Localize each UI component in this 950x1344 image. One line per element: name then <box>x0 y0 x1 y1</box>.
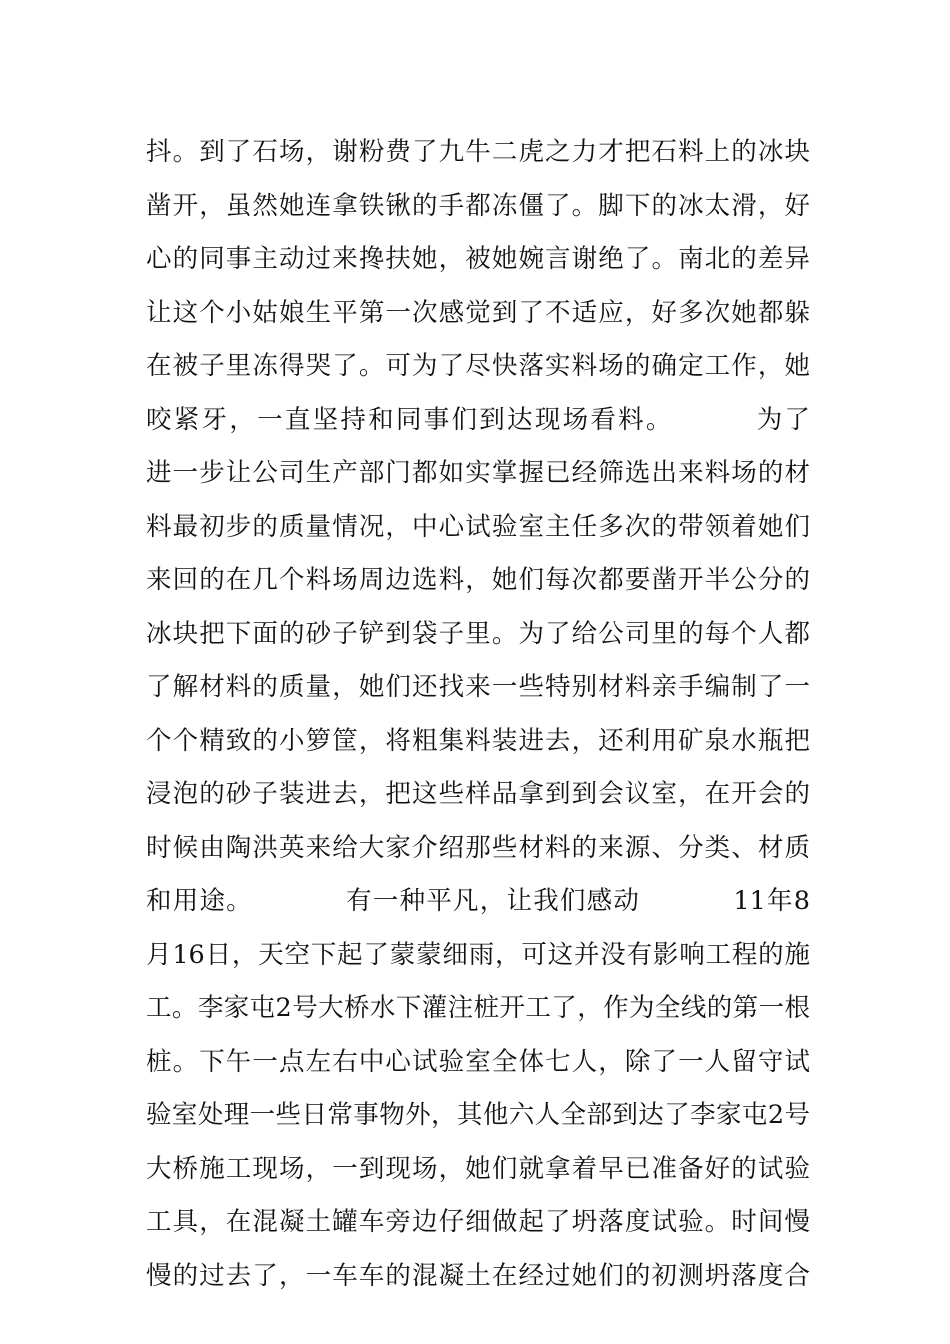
text-line: 工具，在混凝土罐车旁边仔细做起了坍落度试验。时间慢 <box>146 1207 810 1237</box>
text-line: 大桥施工现场，一到现场，她们就拿着早已准备好的试验 <box>146 1153 810 1184</box>
text-line: 浸泡的砂子装进去，把这些样品拿到到会议室，在开会的 <box>146 779 810 809</box>
text-line: 桩。下午一点左右中心试验室全体七人，除了一人留守试 <box>146 1046 810 1077</box>
text-line: 料最初步的质量情况，中心试验室主任多次的带领着她们 <box>146 511 810 542</box>
text-line: 了解材料的质量，她们还找来一些特别材料亲手编制了一 <box>146 672 810 702</box>
text-line: 验室处理一些日常事物外，其他六人全部到达了李家屯2号 <box>146 1100 810 1130</box>
text-line: 进一步让公司生产部门都如实掌握已经筛选出来料场的材 <box>146 458 810 488</box>
text-line: 凿开，虽然她连拿铁锹的手都冻僵了。脚下的冰太滑，好 <box>146 190 810 221</box>
text-line: 心的同事主动过来搀扶她，被她婉言谢绝了。南北的差异 <box>146 244 810 274</box>
text-line: 来回的在几个料场周边选料，她们每次都要凿开半公分的 <box>146 565 810 595</box>
text-line: 让这个小姑娘生平第一次感觉到了不适应，好多次她都躲 <box>146 297 810 328</box>
text-line: 咬紧牙，一直坚持和同事们到达现场看料。 为了 <box>146 404 810 435</box>
text-line: 月16日，天空下起了蒙蒙细雨，可这并没有影响工程的施 <box>146 939 810 970</box>
text-line: 时候由陶洪英来给大家介绍那些材料的来源、分类、材质 <box>146 832 810 863</box>
text-line: 工。李家屯2号大桥水下灌注桩开工了，作为全线的第一根 <box>146 993 810 1023</box>
text-line: 在被子里冻得哭了。可为了尽快落实料场的确定工作，她 <box>146 351 810 381</box>
text-line: 抖。到了石场，谢粉费了九牛二虎之力才把石料上的冰块 <box>146 137 810 167</box>
text-line: 冰块把下面的砂子铲到袋子里。为了给公司里的每个人都 <box>146 618 810 649</box>
text-line: 慢的过去了，一车车的混凝土在经过她们的初测坍落度合 <box>146 1260 810 1291</box>
body-text <box>146 126 810 1303</box>
text-line: 和用途。 有一种平凡，让我们感动 11年8 <box>146 886 810 916</box>
text-line: 个个精致的小箩筐，将粗集料装进去，还利用矿泉水瓶把 <box>146 725 810 756</box>
